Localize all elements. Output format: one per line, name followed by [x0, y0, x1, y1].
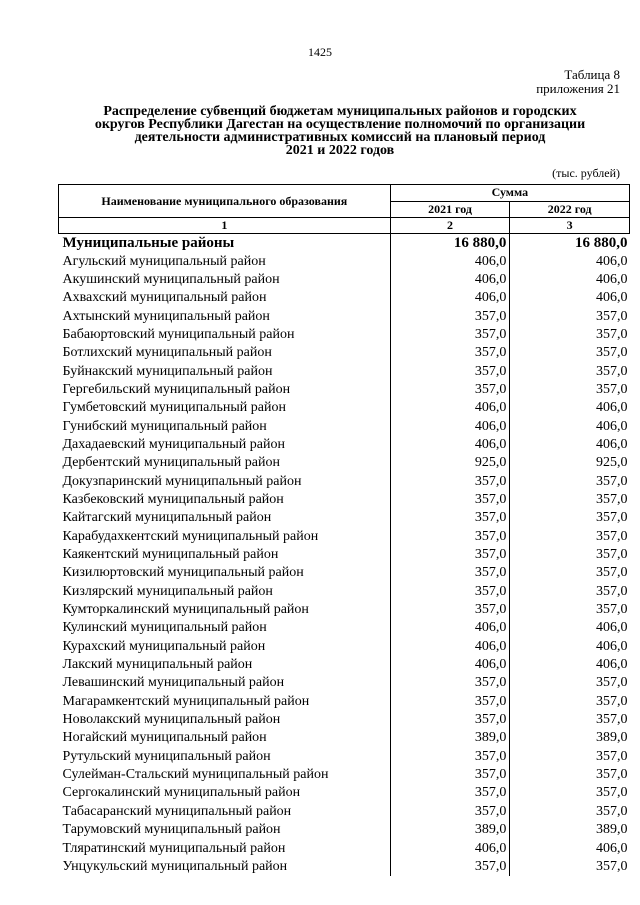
amount-2022: 357,0	[596, 803, 628, 819]
title-line: 2021 и 2022 годов	[285, 143, 395, 158]
amount-2021: 406,0	[390, 619, 510, 637]
district-name: Акушинский муниципальный район	[62, 271, 280, 287]
district-name: Карабудахкентский муниципальный район	[62, 528, 319, 544]
district-name: Лакский муниципальный район	[62, 657, 253, 673]
table-row	[59, 711, 630, 729]
table-row	[59, 638, 630, 656]
district-name: Буйнакский муниципальный район	[62, 363, 273, 379]
district-name: Магарамкентский муниципальный район	[62, 693, 310, 709]
amount-2022: 357,0	[596, 547, 628, 563]
units-note: (тыс. рублей)	[552, 166, 620, 180]
table-row	[59, 436, 630, 454]
district-name: Ахтынский муниципальный район	[62, 308, 270, 324]
amount-2021: 406,0	[390, 839, 510, 857]
district-name: Рутульский муниципальный район	[62, 748, 271, 764]
district-name: Ахвахский муниципальный район	[62, 290, 267, 306]
district-name: Муниципальные районы	[62, 235, 235, 252]
amount-2021: 406,0	[390, 252, 510, 270]
amount-2022: 406,0	[596, 271, 628, 287]
amount-2021: 925,0	[390, 454, 510, 472]
district-name: Кизлярский муниципальный район	[62, 583, 273, 599]
table-number: Таблица 8	[564, 67, 620, 82]
table-row	[59, 693, 630, 711]
amount-2022: 357,0	[596, 767, 628, 783]
table-row	[59, 619, 630, 637]
district-name: Гумбетовский муниципальный район	[62, 400, 286, 416]
amount-2022: 406,0	[596, 418, 628, 434]
district-name: Сергокалинский муниципальный район	[62, 785, 301, 801]
amount-2022: 357,0	[596, 308, 628, 324]
amount-2021: 16 880,0	[390, 234, 510, 253]
header-year-2022: 2022 год	[510, 201, 630, 218]
district-name: Унцукульский муниципальный район	[62, 858, 288, 874]
district-name: Кизилюртовский муниципальный район	[62, 565, 304, 581]
amount-2021: 406,0	[390, 399, 510, 417]
header-sum: Сумма	[390, 185, 629, 202]
amount-2022: 406,0	[596, 290, 628, 306]
table-row	[59, 289, 630, 307]
table-row	[59, 546, 630, 564]
amount-2022: 357,0	[596, 381, 628, 397]
amount-2021: 389,0	[390, 821, 510, 839]
amount-2022: 357,0	[596, 675, 628, 691]
table-row	[59, 839, 630, 857]
amount-2022: 406,0	[596, 620, 628, 636]
amount-2021: 389,0	[390, 729, 510, 747]
amount-2022: 406,0	[596, 253, 628, 269]
amount-2022: 406,0	[596, 638, 628, 654]
table-row	[59, 858, 630, 876]
table-row-total	[59, 234, 630, 253]
table-row	[59, 784, 630, 802]
amount-2022: 389,0	[596, 822, 628, 838]
table-row	[59, 583, 630, 601]
amount-2021: 357,0	[390, 472, 510, 490]
amount-2022: 357,0	[596, 473, 628, 489]
table-row	[59, 821, 630, 839]
amount-2021: 357,0	[390, 344, 510, 362]
table-row	[59, 564, 630, 582]
table-row	[59, 509, 630, 527]
amount-2021: 357,0	[390, 564, 510, 582]
amount-2021: 406,0	[390, 656, 510, 674]
amount-2021: 357,0	[390, 326, 510, 344]
table-row	[59, 656, 630, 674]
amount-2021: 357,0	[390, 528, 510, 546]
district-name: Докузпаринский муниципальный район	[62, 473, 302, 489]
amount-2021: 357,0	[390, 546, 510, 564]
amount-2022: 406,0	[596, 400, 628, 416]
table-row	[59, 344, 630, 362]
amount-2022: 406,0	[596, 657, 628, 673]
district-name: Ботлихский муниципальный район	[62, 345, 272, 361]
amount-2022: 357,0	[596, 491, 628, 507]
amount-2022: 357,0	[596, 712, 628, 728]
title-line: деятельности административных комиссий на плановый период	[134, 130, 546, 145]
amount-2022: 357,0	[596, 858, 628, 874]
district-name: Гергебильский муниципальный район	[62, 381, 291, 397]
amount-2021: 406,0	[390, 436, 510, 454]
district-name: Левашинский муниципальный район	[62, 675, 285, 691]
amount-2022: 357,0	[596, 693, 628, 709]
amount-2022: 925,0	[596, 455, 628, 471]
subvention-table	[58, 184, 630, 876]
district-name: Дахадаевский муниципальный район	[62, 436, 285, 452]
column-number: 1	[59, 218, 391, 234]
amount-2021: 357,0	[390, 381, 510, 399]
amount-2021: 357,0	[390, 583, 510, 601]
amount-2022: 357,0	[596, 785, 628, 801]
table-row	[59, 271, 630, 289]
table-row	[59, 307, 630, 325]
appendix-reference: приложения 21	[536, 81, 620, 96]
amount-2021: 357,0	[390, 766, 510, 784]
district-name: Агульский муниципальный район	[62, 253, 266, 269]
column-number: 2	[390, 218, 510, 234]
district-name: Сулейман-Стальский муниципальный район	[62, 767, 329, 783]
district-name: Кулинский муниципальный район	[62, 620, 267, 636]
table-row	[59, 601, 630, 619]
table-row	[59, 252, 630, 270]
table-row	[59, 748, 630, 766]
amount-2021: 357,0	[390, 693, 510, 711]
amount-2021: 406,0	[390, 417, 510, 435]
amount-2021: 406,0	[390, 638, 510, 656]
table-row	[59, 454, 630, 472]
amount-2022: 357,0	[596, 583, 628, 599]
table-row	[59, 803, 630, 821]
amount-2022: 357,0	[596, 748, 628, 764]
amount-2022: 357,0	[596, 345, 628, 361]
amount-2022: 406,0	[596, 436, 628, 452]
district-name: Бабаюртовский муниципальный район	[62, 326, 295, 342]
amount-2021: 357,0	[390, 509, 510, 527]
column-number: 3	[510, 218, 630, 234]
district-name: Кумторкалинский муниципальный район	[62, 602, 309, 618]
district-name: Казбековский муниципальный район	[62, 491, 284, 507]
table-row	[59, 399, 630, 417]
table-row	[59, 472, 630, 490]
amount-2022: 357,0	[596, 602, 628, 618]
amount-2021: 357,0	[390, 491, 510, 509]
amount-2021: 406,0	[390, 289, 510, 307]
table-row	[59, 674, 630, 692]
amount-2021: 406,0	[390, 271, 510, 289]
table-row	[59, 381, 630, 399]
amount-2021: 357,0	[390, 803, 510, 821]
amount-2021: 357,0	[390, 711, 510, 729]
table-reference	[536, 68, 620, 96]
table-row	[59, 362, 630, 380]
amount-2021: 357,0	[390, 748, 510, 766]
header-name: Наименование муниципального образования	[59, 185, 391, 218]
district-name: Ногайский муниципальный район	[62, 730, 267, 746]
page-number: 1425	[308, 45, 332, 59]
district-name: Тарумовский муниципальный район	[62, 822, 281, 838]
district-name: Курахский муниципальный район	[62, 638, 266, 654]
document-title	[60, 105, 620, 157]
table-row	[59, 729, 630, 747]
amount-2022: 357,0	[596, 510, 628, 526]
district-name: Новолакский муниципальный район	[62, 712, 281, 728]
amount-2022: 357,0	[596, 326, 628, 342]
table-row	[59, 491, 630, 509]
amount-2022: 406,0	[596, 840, 628, 856]
title-line: Распределение субвенций бюджетам муниципальных районов и городских	[103, 104, 577, 119]
district-name: Гунибский муниципальный район	[62, 418, 267, 434]
amount-2021: 357,0	[390, 307, 510, 325]
table-row	[59, 528, 630, 546]
table-row	[59, 417, 630, 435]
title-line: округов Республики Дагестан на осуществление полномочий по организации	[94, 117, 586, 132]
amount-2021: 357,0	[390, 784, 510, 802]
district-name: Табасаранский муниципальный район	[62, 803, 292, 819]
amount-2021: 357,0	[390, 362, 510, 380]
amount-2022: 357,0	[596, 565, 628, 581]
table-row	[59, 766, 630, 784]
table-body	[59, 234, 630, 877]
header-year-2021: 2021 год	[390, 201, 510, 218]
amount-2021: 357,0	[390, 674, 510, 692]
table-row	[59, 326, 630, 344]
amount-2022: 357,0	[596, 528, 628, 544]
amount-2022: 357,0	[596, 363, 628, 379]
district-name: Кайтагский муниципальный район	[62, 510, 272, 526]
amount-2022: 16 880,0	[575, 235, 628, 252]
amount-2021: 357,0	[390, 601, 510, 619]
amount-2022: 389,0	[596, 730, 628, 746]
amount-2021: 357,0	[390, 858, 510, 876]
district-name: Каякентский муниципальный район	[62, 547, 279, 563]
district-name: Дербентский муниципальный район	[62, 455, 280, 471]
district-name: Тляратинский муниципальный район	[62, 840, 286, 856]
